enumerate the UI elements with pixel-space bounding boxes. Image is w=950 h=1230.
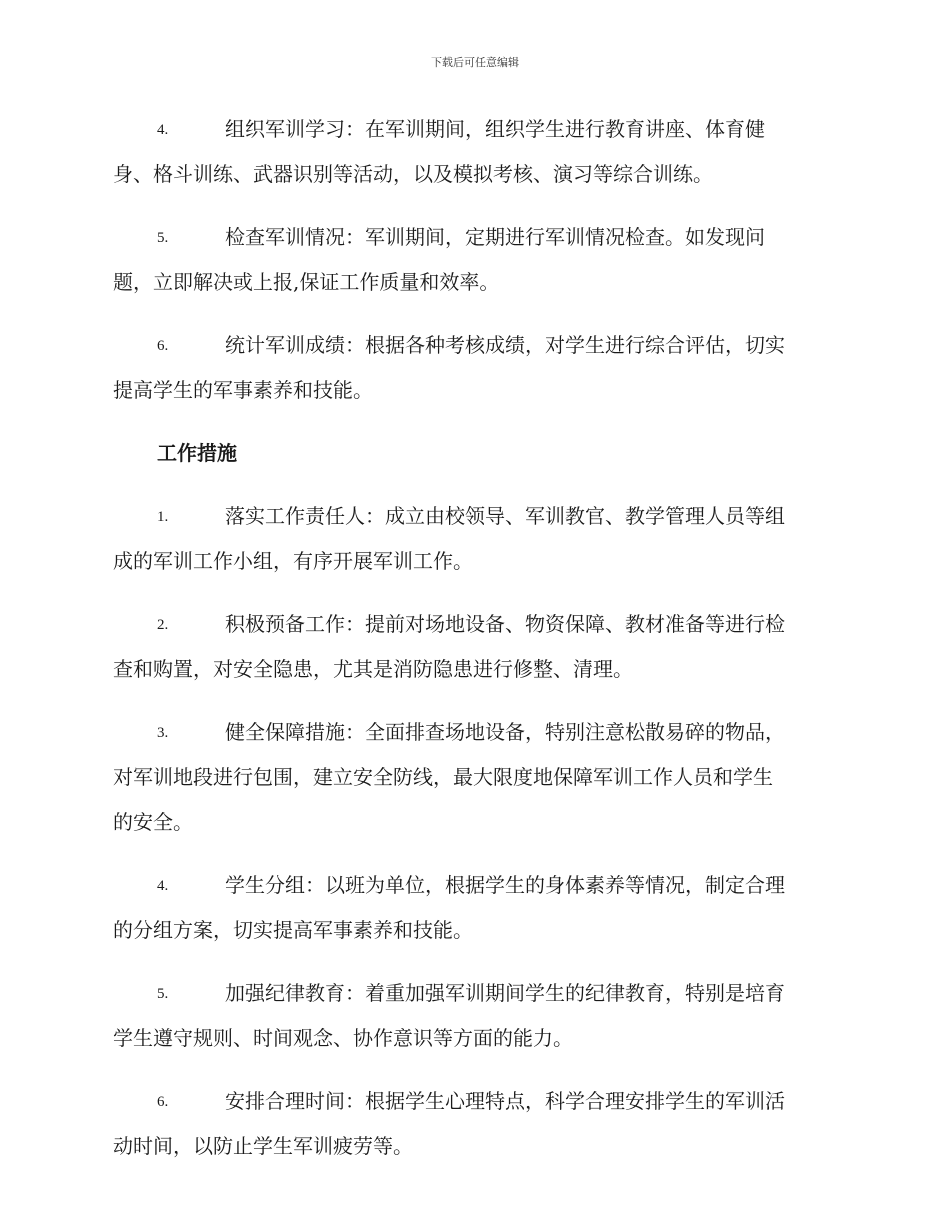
item-text-line: 统计军训成绩：根据各种考核成绩，对学生进行综合评估，切实: [225, 333, 785, 357]
item-text-line: 提高学生的军事素养和技能。: [113, 378, 373, 402]
item-number: 2.: [157, 617, 169, 633]
item-number: 4.: [157, 878, 169, 894]
item-text-line: 查和购置，对安全隐患，尤其是消防隐患进行修整、清理。: [113, 657, 633, 681]
item-number: 5.: [157, 230, 169, 246]
item-text-line: 的分组方案，切实提高军事素养和技能。: [113, 918, 473, 942]
item-text-line: 检查军训情况：军训期间，定期进行军训情况检查。如发现问: [225, 225, 765, 249]
section-heading: 工作措施: [157, 441, 237, 465]
item-text-line: 的安全。: [113, 810, 193, 834]
list-item: [113, 494, 835, 584]
list-item: [113, 863, 835, 953]
item-text-line: 动时间，以防止学生军训疲劳等。: [113, 1134, 413, 1158]
list-item: [113, 971, 835, 1061]
list-item: [113, 323, 835, 413]
list-item: [113, 107, 835, 197]
item-text-line: 学生遵守规则、时间观念、协作意识等方面的能力。: [113, 1026, 573, 1050]
item-text-line: 身、格斗训练、武器识别等活动，以及模拟考核、演习等综合训练。: [113, 162, 713, 186]
item-number: 5.: [157, 986, 169, 1002]
document-body: [113, 107, 835, 1187]
item-text-line: 积极预备工作：提前对场地设备、物资保障、教材准备等进行检: [225, 612, 785, 636]
list-item: [113, 710, 835, 845]
item-number: 4.: [157, 122, 169, 138]
item-text-line: 安排合理时间：根据学生心理特点，科学合理安排学生的军训活: [225, 1089, 785, 1113]
item-text-line: 组织军训学习：在军训期间，组织学生进行教育讲座、体育健: [225, 117, 765, 141]
item-text-line: 成的军训工作小组，有序开展军训工作。: [113, 549, 473, 573]
item-text-line: 题，立即解决或上报,保证工作质量和效率。: [113, 270, 500, 294]
item-text-line: 健全保障措施：全面排查场地设备，特别注意松散易碎的物品，: [225, 720, 785, 744]
item-number: 6.: [157, 338, 169, 354]
page-header-note: 下载后可任意编辑: [431, 56, 519, 69]
item-number: 3.: [157, 725, 169, 741]
list-item: [113, 1079, 835, 1169]
item-number: 1.: [157, 509, 169, 525]
item-number: 6.: [157, 1094, 169, 1110]
item-text-line: 加强纪律教育：着重加强军训期间学生的纪律教育，特别是培育: [225, 981, 785, 1005]
list-item: [113, 602, 835, 692]
item-text-line: 对军训地段进行包围，建立安全防线，最大限度地保障军训工作人员和学生: [113, 765, 773, 789]
item-text-line: 学生分组：以班为单位，根据学生的身体素养等情况，制定合理: [225, 873, 785, 897]
list-item: [113, 215, 835, 305]
item-text-line: 落实工作责任人：成立由校领导、军训教官、教学管理人员等组: [225, 504, 785, 528]
